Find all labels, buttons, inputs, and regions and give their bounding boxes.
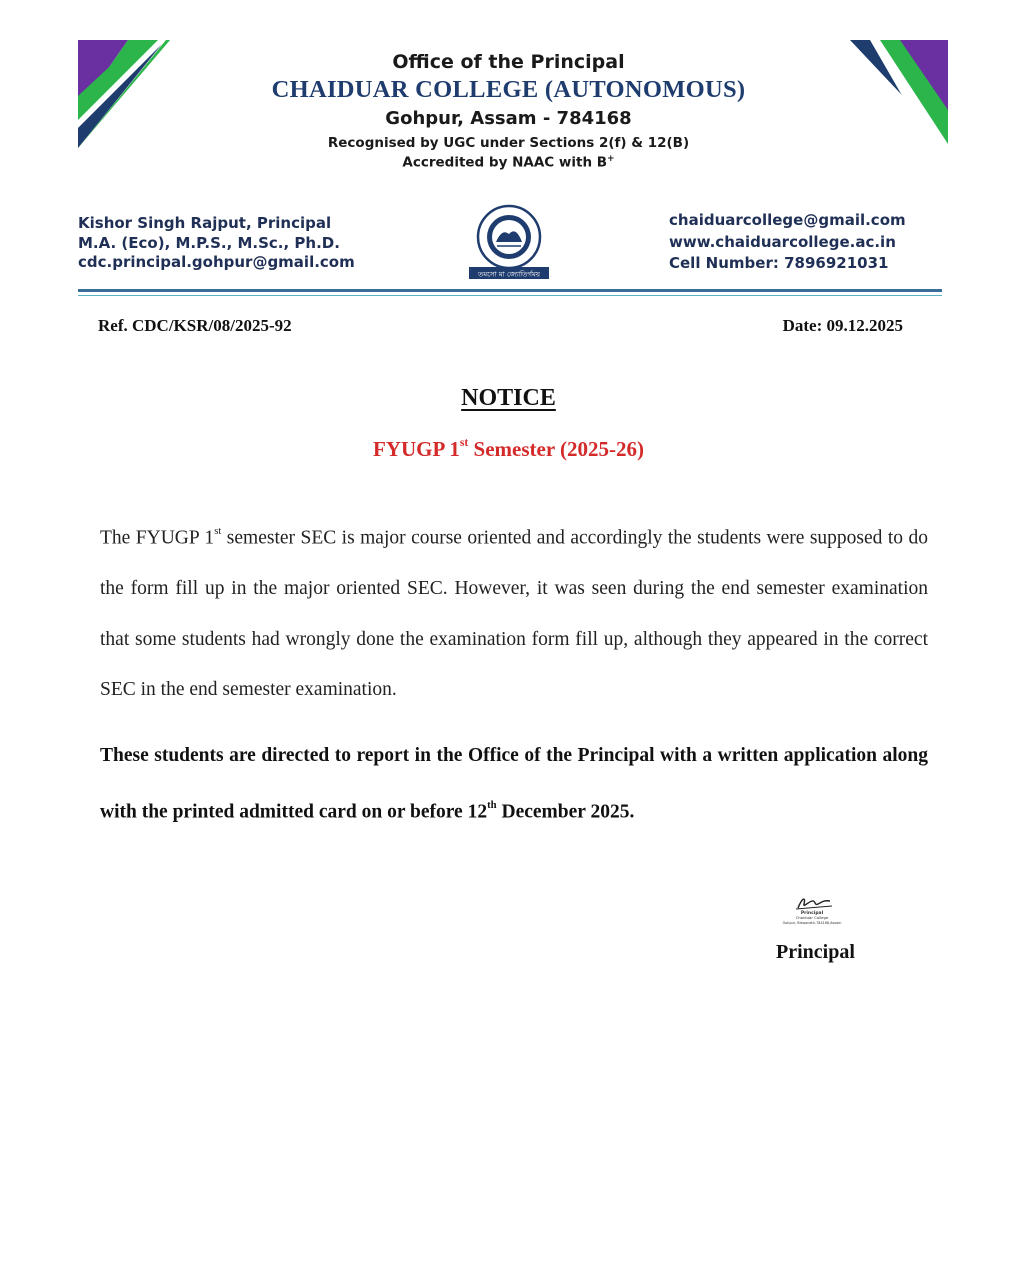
header-rule-thin [78, 295, 942, 296]
college-location: Gohpur, Assam - 784168 [385, 108, 632, 129]
principal-name: Kishor Singh Rajput, Principal [78, 214, 332, 232]
accreditation-grade-sup: + [607, 154, 615, 164]
para2-post: December 2025. [496, 801, 635, 822]
college-email: chaiduarcollege@gmail.com [669, 211, 906, 229]
stamp-line-3: Gohpur, Biswanath-784168,Assam [782, 921, 842, 925]
notice-date: Date: 09.12.2025 [782, 316, 903, 335]
subtitle-sup: st [459, 437, 469, 450]
para1-post: semester SEC is major course oriented and accordingly the students were supposed to do the form fill up in the major oriented SEC. However, it was seen during the end semester examination that some students had wrongly done the examination form fill up, although they appeared in the correct SEC in the end semester examination. [100, 527, 928, 700]
college-cell: Cell Number: 7896921031 [669, 254, 889, 272]
office-line: Office of the Principal [392, 51, 625, 73]
para2-sup: th [487, 798, 497, 811]
principal-info [78, 214, 355, 273]
notice-paragraph-2 [100, 731, 928, 838]
stamp-line-1: Principal [800, 911, 824, 916]
seal-motto: তমসো মা জ্যোতির্গময় [478, 270, 540, 279]
subtitle-post: Semester (2025-26) [468, 437, 644, 461]
para1-pre: The FYUGP 1 [100, 527, 215, 549]
principal-degrees: M.A. (Eco), M.P.S., M.Sc., Ph.D. [78, 233, 340, 252]
stamp-line-2: Chaiduar College [795, 915, 829, 920]
naac-accreditation [0, 154, 1017, 171]
reference-number: Ref. CDC/KSR/08/2025-92 [98, 316, 292, 335]
college-name: CHAIDUAR COLLEGE (AUTONOMOUS) [271, 76, 746, 103]
college-website: www.chaiduarcollege.ac.in [669, 232, 896, 251]
principal-signature [772, 892, 852, 926]
subtitle-pre: FYUGP 1 [373, 437, 460, 461]
ugc-recognition: Recognised by UGC under Sections 2(f) & 12(B) [327, 135, 690, 151]
para2-pre: These students are directed to report in the Office of the Principal with a written application along with the printed admitted card on or before 12 [100, 745, 928, 822]
notice-subtitle [0, 437, 1017, 462]
para1-sup: st [214, 525, 222, 538]
header-rule-thick [78, 289, 942, 292]
college-contact [669, 210, 906, 275]
accreditation-text: Accredited by NAAC with B [402, 154, 608, 171]
notice-paragraph-1 [100, 508, 928, 716]
notice-title: NOTICE [461, 385, 556, 411]
principal-label: Principal [776, 941, 855, 963]
college-seal-icon [466, 204, 552, 282]
principal-email: cdc.principal.gohpur@gmail.com [78, 253, 355, 271]
